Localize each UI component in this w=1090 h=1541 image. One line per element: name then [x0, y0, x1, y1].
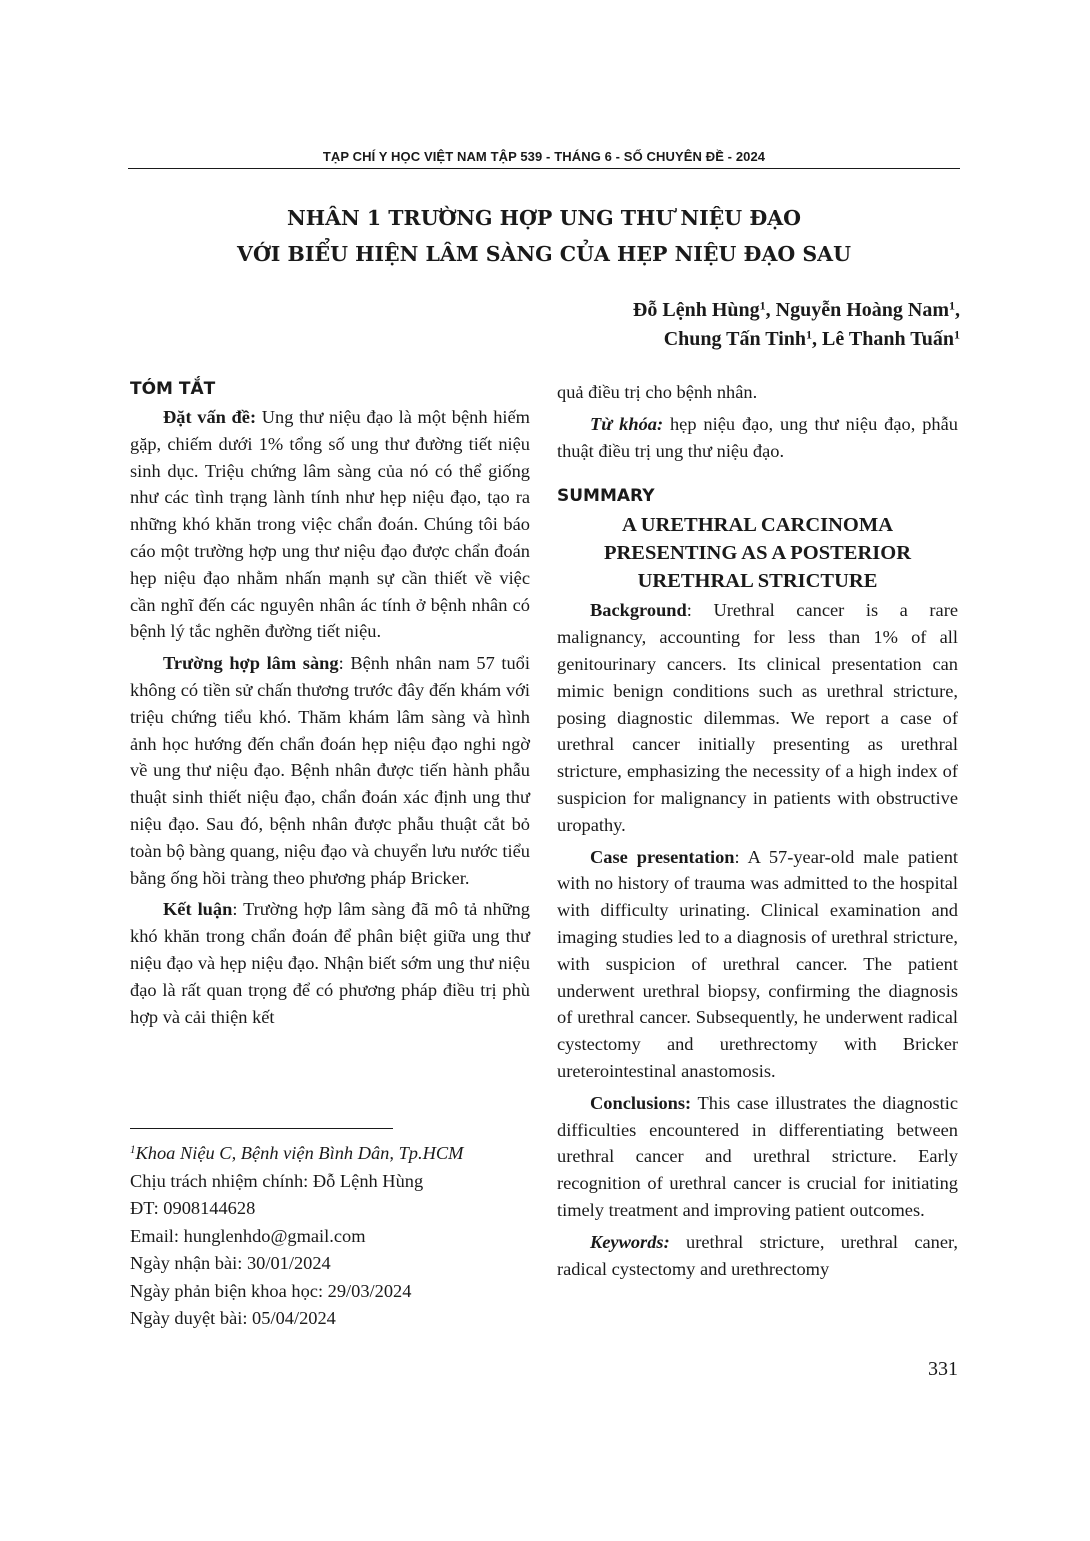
en-background-paragraph: [557, 597, 958, 838]
en-summary-heading: SUMMARY: [557, 486, 655, 507]
footnote-reviewed-date: Ngày phản biện khoa học: 29/03/2024: [130, 1280, 412, 1301]
footnote-accepted-date: Ngày duyệt bài: 05/04/2024: [130, 1308, 336, 1328]
running-head: TẠP CHÍ Y HỌC VIỆT NAM TẬP 539 - THÁNG 6 - SỐ CHUYÊN ĐỀ - 2024: [322, 149, 766, 164]
affiliation-mark: 1: [130, 1143, 136, 1156]
vi-conclusion-label: Kết luận: [163, 899, 233, 920]
left-column: [130, 376, 530, 1035]
author-separator: ,: [955, 299, 960, 321]
footnote-phone: ĐT: 0908144628: [130, 1198, 256, 1218]
author-name: Chung Tấn Tinh: [663, 328, 807, 350]
author-affiliation-mark: 1: [954, 327, 960, 342]
vi-case-label: Trường hợp lâm sàng: [163, 653, 339, 674]
en-keywords-label: Keywords:: [590, 1231, 670, 1252]
author-affiliation-mark: 1: [949, 298, 955, 313]
page-number: 331: [928, 1358, 958, 1380]
vi-conclusion-paragraph: [130, 896, 530, 1030]
en-title-line-1: A URETHRAL CARCINOMA: [621, 514, 894, 537]
author-line-2: [633, 325, 960, 354]
en-conclusion-text: This case illustrates the diagnostic difficulties encountered in differentiating between urethral cancer and urethral stricture. Early recognition of urethral cancer is crucial for initiating timely treatment and improving patient outcomes.: [557, 1092, 959, 1220]
vi-background-label: Đặt vấn đề:: [163, 407, 257, 427]
title-line-1: NHÂN 1 TRƯỜNG HỢP UNG THƯ NIỆU ĐẠO: [286, 206, 802, 230]
vi-case-text: : Bệnh nhân nam 57 tuổi không có tiền sử chấn thương trước đây đến khám với triệu chứng tiểu khó. Thăm khám lâm sàng và hình ảnh học hướng đến chẩn đoán hẹp niệu đạo nghi ngờ về ung thư niệu đạo. Bệnh nhân được tiến hành phẫu thuật sinh thiết niệu đạo, chẩn đoán xác định ung thư niệu đạo. Sau đó, bệnh nhân được phẫu thuật cắt bỏ toàn bộ bàng quang, niệu đạo và chuyển lưu nước tiểu bằng ống hồi tràng theo phương pháp Bricker.: [130, 653, 530, 888]
vi-abstract-heading: TÓM TẮT: [130, 379, 216, 399]
en-case-text: : A 57-year-old male patient with no history of trauma was admitted to the hospital with difficulty urinating. Clinical examination and imaging studies led to a diagnosis of urethral stricture, with suspicion of urethral cancer. The patient underwent urethral biopsy, confirming the diagnosis of urethral cancer. Subsequently, he underwent radical cystectomy and urethrectomy with Bricker ureterointestinal anastomosis.: [557, 846, 959, 1081]
author-separator: ,: [812, 328, 823, 350]
en-title-line-2: PRESENTING AS A POSTERIOR: [603, 542, 912, 565]
author-name: Lê Thanh Tuấn: [822, 328, 954, 350]
vi-keywords-text: hẹp niệu đạo, ung thư niệu đạo, phẫu thuật điều trị ung thư niệu đạo.: [557, 413, 958, 461]
footnote-rule: [130, 1128, 393, 1129]
author-name: Đỗ Lệnh Hùng: [632, 299, 760, 321]
en-case-paragraph: [557, 844, 958, 1085]
en-background-text: : Urethral cancer is a rare malignancy, accounting for less than 1% of all genitourinary cancers. Its clinical presentation can mimic benign conditions such as urethral stricture, posing diagnostic dilemmas. We report a case of urethral cancer initially presenting as urethral stricture, emphasizing the necessity of a high index of suspicion for malignancy in patients with obstructive uropathy.: [557, 600, 958, 835]
header-rule: [128, 168, 960, 169]
author-affiliation-mark: 1: [806, 327, 813, 342]
author-separator: ,: [765, 299, 776, 321]
affiliation-text: Khoa Niệu C, Bệnh viện Bình Dân, Tp.HCM: [135, 1143, 464, 1163]
footnote-affiliation: [130, 1140, 550, 1168]
footnote-email: Email: hunglenhdo@gmail.com: [130, 1225, 366, 1246]
vi-background-text: Ung thư niệu đạo là một bệnh hiếm gặp, chiếm dưới 1% tổng số ung thư đường tiết niệu sinh dục. Triệu chứng lâm sàng của nó có thể giống như các tình trạng lành tính như hẹp niệu đạo, tạo ra những khó khăn trong việc chẩn đoán. Chúng tôi báo cáo một trường hợp ung thư niệu đạo được chẩn đoán hẹp niệu đạo nhằm nhấn mạnh sự cần thiết về việc cần nghĩ đến các nguyên nhân ác tính ở bệnh nhân có bệnh lý tắc nghẽn đường tiết niệu.: [130, 407, 530, 642]
vi-case-paragraph: [130, 650, 530, 891]
footnote-responsible: Chịu trách nhiệm chính: Đỗ Lệnh Hùng: [130, 1170, 424, 1191]
en-conclusion-label: Conclusions:: [590, 1092, 692, 1113]
en-conclusion-paragraph: [557, 1090, 958, 1224]
en-case-label: Case presentation: [590, 846, 735, 867]
author-list: [633, 296, 960, 354]
vi-keywords-paragraph: [557, 411, 958, 465]
vi-background-paragraph: [130, 404, 530, 645]
author-line-1: [633, 296, 960, 325]
vi-conclusion-continuation: quả điều trị cho bệnh nhân.: [557, 382, 758, 402]
en-keywords-text: urethral stricture, urethral caner, radical cystectomy and urethrectomy: [557, 1231, 958, 1279]
right-column: [557, 379, 958, 1287]
vi-conclusion-text: : Trường hợp lâm sàng đã mô tả những khó khăn trong chẩn đoán để phân biệt giữa ung thư niệu đạo và hẹp niệu đạo. Nhận biết sớm ung thư niệu đạo là rất quan trọng để có phương pháp điều trị phù hợp và cải thiện kết: [130, 899, 531, 1027]
author-name: Nguyễn Hoàng Nam: [775, 299, 949, 321]
vi-keywords-label: Từ khóa:: [590, 413, 664, 434]
title-line-2: VỚI BIỂU HIỆN LÂM SÀNG CỦA HẸP NIỆU ĐẠO SAU: [237, 242, 851, 266]
footnotes: [130, 1140, 550, 1333]
en-keywords-paragraph: [557, 1229, 958, 1283]
article-title: [128, 200, 960, 272]
en-title: [557, 511, 958, 595]
en-title-line-3: URETHRAL STRICTURE: [637, 570, 878, 593]
en-background-label: Background: [590, 600, 687, 621]
author-affiliation-mark: 1: [759, 298, 766, 313]
footnote-received-date: Ngày nhận bài: 30/01/2024: [130, 1253, 331, 1273]
